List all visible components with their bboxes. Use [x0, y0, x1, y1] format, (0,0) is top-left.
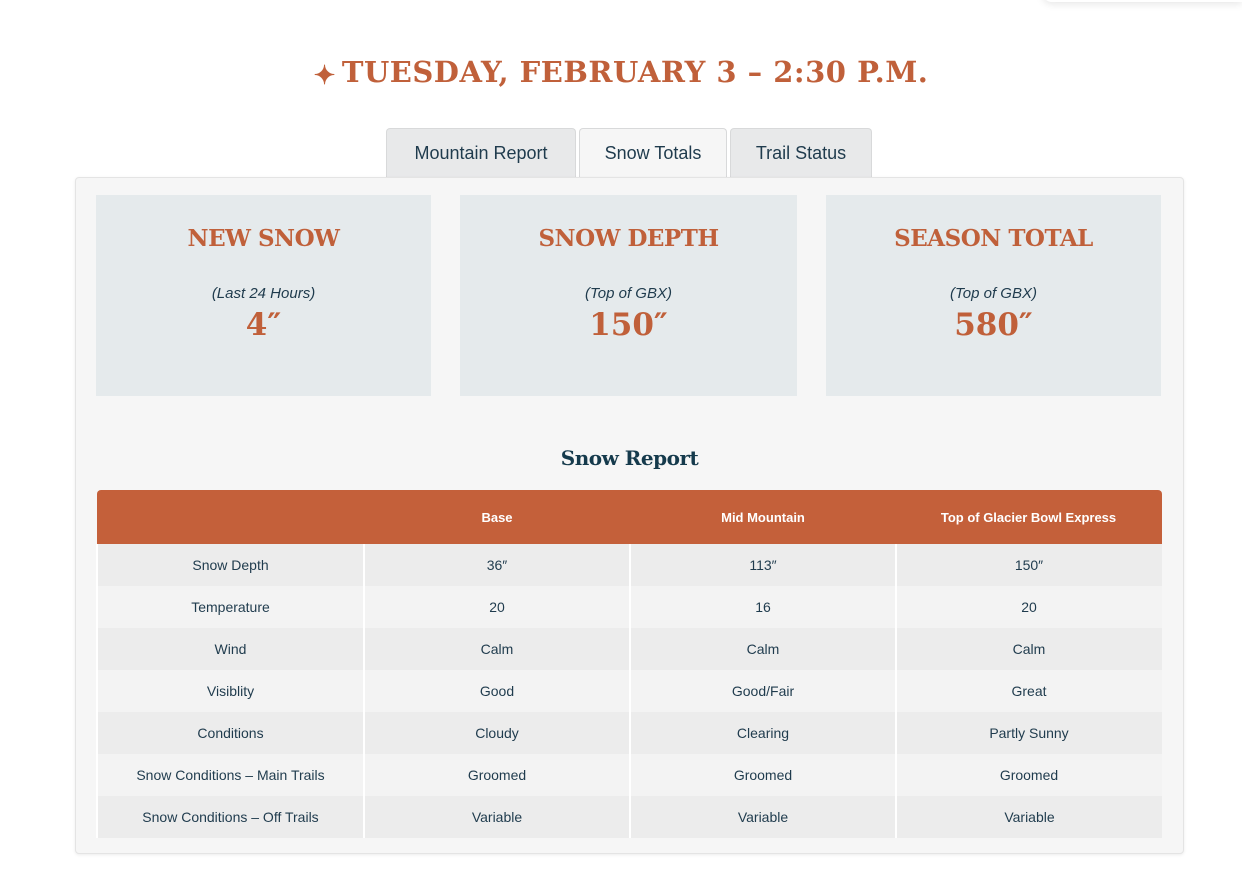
table-cell: Good	[364, 670, 630, 712]
stat-card-season-total	[826, 195, 1161, 396]
stat-title: NEW SNOW	[187, 225, 340, 252]
date-text: TUESDAY, FEBRUARY 3 – 2:30 P.M.	[341, 55, 929, 89]
stat-subtitle: (Last 24 Hours)	[211, 285, 316, 302]
stat-card-snow-depth	[460, 195, 797, 396]
top-decoration	[1042, 0, 1242, 2]
snow-report-title: Snow Report	[560, 446, 699, 470]
tab-snow-totals[interactable]: Snow Totals	[579, 128, 727, 178]
column-header	[97, 490, 364, 544]
tab-mountain-report[interactable]: Mountain Report	[386, 128, 576, 178]
stat-subtitle: (Top of GBX)	[585, 285, 672, 302]
table-cell: Great	[896, 670, 1162, 712]
row-label: Snow Depth	[97, 544, 364, 586]
tab-trail-status[interactable]: Trail Status	[730, 128, 872, 178]
table-cell: Cloudy	[364, 712, 630, 754]
table-cell: Variable	[630, 796, 896, 838]
row-label: Temperature	[97, 586, 364, 628]
row-label: Wind	[97, 628, 364, 670]
column-header: Mid Mountain	[630, 490, 896, 544]
table-cell: Groomed	[630, 754, 896, 796]
table-row	[97, 796, 1162, 838]
table-row	[97, 670, 1162, 712]
table-row	[97, 544, 1162, 586]
row-label: Snow Conditions – Main Trails	[97, 754, 364, 796]
table-cell: Groomed	[364, 754, 630, 796]
row-label: Conditions	[97, 712, 364, 754]
stat-subtitle: (Top of GBX)	[950, 285, 1037, 302]
table-cell: 20	[896, 586, 1162, 628]
table-cell: Variable	[364, 796, 630, 838]
snow-totals-panel	[75, 177, 1184, 854]
stat-title: SNOW DEPTH	[538, 225, 719, 252]
table-cell: Calm	[630, 628, 896, 670]
snow-report-table	[96, 490, 1163, 838]
table-row	[97, 754, 1162, 796]
table-cell: 16	[630, 586, 896, 628]
stat-value: 580″	[954, 307, 1033, 343]
stat-card-new-snow	[96, 195, 431, 396]
table-row	[97, 628, 1162, 670]
row-label: Visiblity	[97, 670, 364, 712]
stat-title: SEASON TOTAL	[894, 225, 1093, 252]
table-header-row	[97, 490, 1162, 544]
tab-bar	[386, 128, 872, 178]
table-row	[97, 586, 1162, 628]
stat-value: 4″	[245, 307, 282, 343]
table-cell: Calm	[364, 628, 630, 670]
table-cell: Clearing	[630, 712, 896, 754]
column-header: Top of Glacier Bowl Express	[896, 490, 1162, 544]
table-cell: Partly Sunny	[896, 712, 1162, 754]
table-cell: 20	[364, 586, 630, 628]
stat-value: 150″	[589, 307, 668, 343]
table-cell: Calm	[896, 628, 1162, 670]
table-cell: 150″	[896, 544, 1162, 586]
table-cell: 36″	[364, 544, 630, 586]
table-cell: Good/Fair	[630, 670, 896, 712]
table-cell: Variable	[896, 796, 1162, 838]
table-cell: 113″	[630, 544, 896, 586]
star-icon: ✦	[313, 61, 336, 91]
column-header: Base	[364, 490, 630, 544]
row-label: Snow Conditions – Off Trails	[97, 796, 364, 838]
table-cell: Groomed	[896, 754, 1162, 796]
table-row	[97, 712, 1162, 754]
page-date-heading	[0, 50, 1242, 98]
